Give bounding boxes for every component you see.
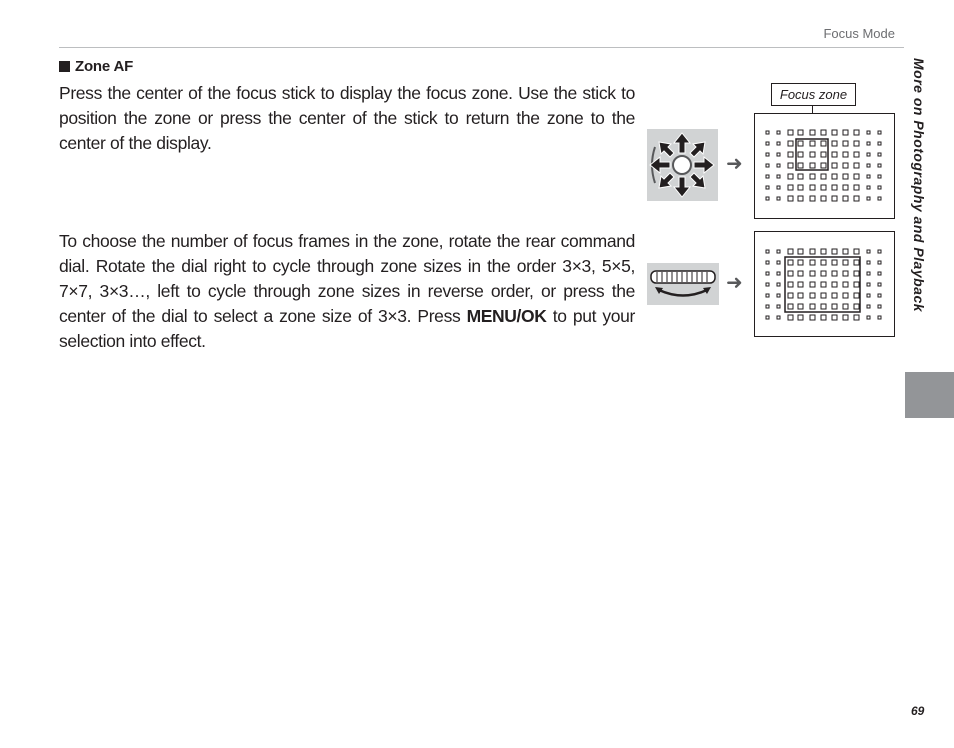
page-header-title: Focus Mode xyxy=(823,26,895,41)
zone-size-grid-display xyxy=(754,231,895,337)
right-arrow-icon: ➜ xyxy=(726,153,743,175)
zone-size-points-grid xyxy=(755,232,894,336)
section-heading-text: Zone AF xyxy=(75,58,134,75)
page-number: 69 xyxy=(911,704,925,718)
chapter-tab-marker xyxy=(905,372,954,418)
focus-stick-illustration xyxy=(647,129,718,201)
paragraph-command-dial xyxy=(59,229,635,354)
focus-stick-icon xyxy=(647,129,718,201)
header-divider xyxy=(59,47,904,48)
chapter-side-tab: More on Photography and Playback xyxy=(911,58,927,313)
square-bullet-icon xyxy=(59,61,70,72)
command-dial-icon xyxy=(647,263,719,305)
focus-points-grid xyxy=(755,114,894,218)
paragraph-command-dial-text-end: to put your selection into effect. xyxy=(59,306,635,351)
paragraph-focus-stick: Press the center of the focus stick to display the focus zone. Use the stick to position the zone or press the center of the stick to return the zone to the center of the display. xyxy=(59,83,635,153)
command-dial-illustration xyxy=(647,263,719,305)
section-heading xyxy=(59,58,133,75)
right-arrow-icon-2: ➜ xyxy=(726,272,743,294)
focus-zone-grid-display xyxy=(754,113,895,219)
menu-ok-button-label: MENU/OK xyxy=(466,306,547,326)
focus-zone-callout: Focus zone xyxy=(771,83,856,106)
paragraph-command-dial-text-start: To choose the number of focus frames in the zone, rotate the rear command dial. Rotate the dial right to cycle through zone sizes in the order 3×3, 5×5, 7×7, 3×3…, left to cycle through zone sizes in reverse order, or press the center of the dial to select a zone size of 3×3. Press xyxy=(59,231,635,326)
